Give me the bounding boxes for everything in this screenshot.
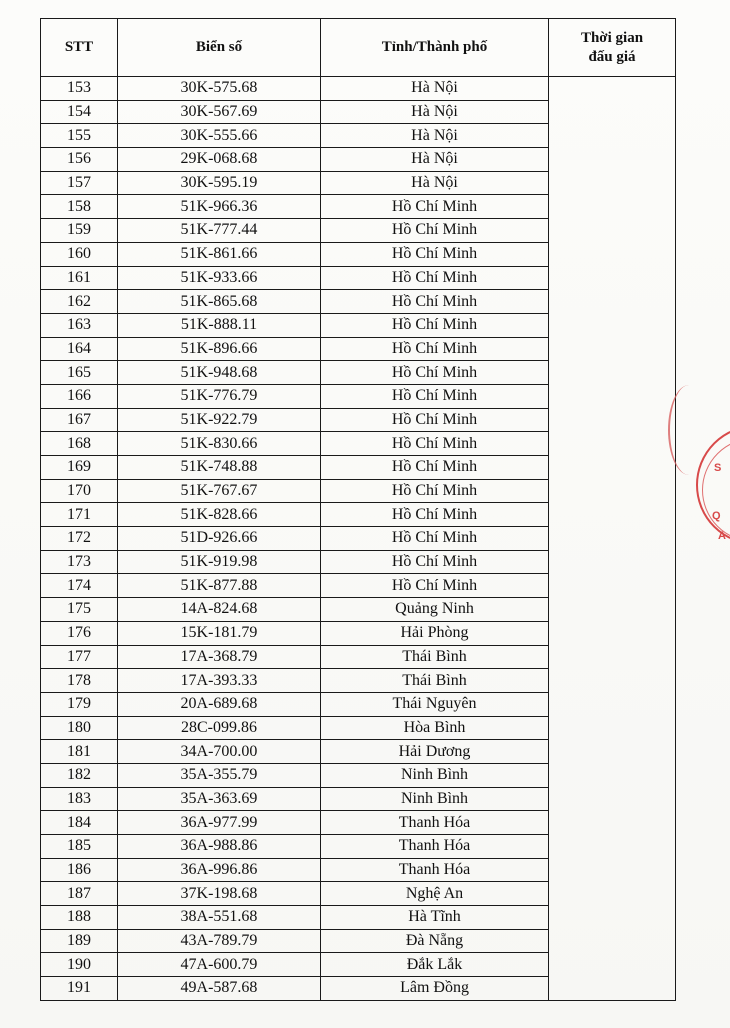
row-stt: 156 bbox=[41, 148, 118, 172]
row-province: Hồ Chí Minh bbox=[321, 290, 549, 314]
row-plate: 30K-567.69 bbox=[118, 100, 321, 124]
row-plate: 38A-551.68 bbox=[118, 906, 321, 930]
seal-letter: Q bbox=[712, 510, 721, 522]
row-stt: 171 bbox=[41, 503, 118, 527]
row-stt: 158 bbox=[41, 195, 118, 219]
row-stt: 186 bbox=[41, 858, 118, 882]
row-province: Ninh Bình bbox=[321, 787, 549, 811]
row-province: Quảng Ninh bbox=[321, 598, 549, 622]
row-stt: 172 bbox=[41, 527, 118, 551]
header-auction-time-line1: Thời gian bbox=[580, 29, 644, 46]
row-stt: 154 bbox=[41, 100, 118, 124]
row-province: Hồ Chí Minh bbox=[321, 408, 549, 432]
row-plate: 36A-988.86 bbox=[118, 835, 321, 859]
row-stt: 159 bbox=[41, 219, 118, 243]
row-plate: 51K-919.98 bbox=[118, 550, 321, 574]
row-stt: 166 bbox=[41, 384, 118, 408]
row-province: Hồ Chí Minh bbox=[321, 219, 549, 243]
row-plate: 51K-767.67 bbox=[118, 479, 321, 503]
row-stt: 191 bbox=[41, 977, 118, 1001]
seal-letter: A bbox=[718, 530, 726, 542]
row-stt: 185 bbox=[41, 835, 118, 859]
table-row bbox=[41, 77, 676, 101]
row-province: Hồ Chí Minh bbox=[321, 242, 549, 266]
row-plate: 51K-896.66 bbox=[118, 337, 321, 361]
row-province: Đắk Lắk bbox=[321, 953, 549, 977]
header-auction-time-line2: đấu giá bbox=[588, 48, 636, 65]
row-stt: 162 bbox=[41, 290, 118, 314]
row-stt: 181 bbox=[41, 740, 118, 764]
row-stt: 170 bbox=[41, 479, 118, 503]
row-province: Hồ Chí Minh bbox=[321, 313, 549, 337]
row-stt: 161 bbox=[41, 266, 118, 290]
header-province: Tỉnh/Thành phố bbox=[321, 19, 549, 77]
row-plate: 17A-368.79 bbox=[118, 645, 321, 669]
row-plate: 51K-933.66 bbox=[118, 266, 321, 290]
row-province: Hồ Chí Minh bbox=[321, 527, 549, 551]
row-plate: 43A-789.79 bbox=[118, 929, 321, 953]
row-province: Nghệ An bbox=[321, 882, 549, 906]
row-plate: 51K-922.79 bbox=[118, 408, 321, 432]
row-stt: 164 bbox=[41, 337, 118, 361]
row-plate: 51K-830.66 bbox=[118, 432, 321, 456]
row-plate: 51K-777.44 bbox=[118, 219, 321, 243]
row-province: Hồ Chí Minh bbox=[321, 266, 549, 290]
row-plate: 51D-926.66 bbox=[118, 527, 321, 551]
row-province: Hà Tĩnh bbox=[321, 906, 549, 930]
row-province: Thái Bình bbox=[321, 669, 549, 693]
row-plate: 15K-181.79 bbox=[118, 621, 321, 645]
row-stt: 153 bbox=[41, 77, 118, 101]
table-header-row bbox=[41, 19, 676, 77]
row-province: Hà Nội bbox=[321, 77, 549, 101]
row-stt: 165 bbox=[41, 361, 118, 385]
row-plate: 34A-700.00 bbox=[118, 740, 321, 764]
header-auction-time bbox=[549, 19, 676, 77]
row-plate: 28C-099.86 bbox=[118, 716, 321, 740]
row-plate: 35A-355.79 bbox=[118, 763, 321, 787]
license-plate-table bbox=[40, 18, 676, 1001]
row-plate: 30K-595.19 bbox=[118, 171, 321, 195]
row-plate: 51K-888.11 bbox=[118, 313, 321, 337]
row-stt: 190 bbox=[41, 953, 118, 977]
row-province: Hà Nội bbox=[321, 124, 549, 148]
row-stt: 187 bbox=[41, 882, 118, 906]
row-province: Hồ Chí Minh bbox=[321, 550, 549, 574]
row-stt: 160 bbox=[41, 242, 118, 266]
row-province: Hà Nội bbox=[321, 148, 549, 172]
row-province: Hồ Chí Minh bbox=[321, 432, 549, 456]
row-province: Hồ Chí Minh bbox=[321, 361, 549, 385]
row-province: Hà Nội bbox=[321, 171, 549, 195]
row-plate: 49A-587.68 bbox=[118, 977, 321, 1001]
row-plate: 47A-600.79 bbox=[118, 953, 321, 977]
auction-time-cell bbox=[549, 77, 676, 1001]
row-stt: 184 bbox=[41, 811, 118, 835]
row-province: Hồ Chí Minh bbox=[321, 574, 549, 598]
header-plate: Biển số bbox=[118, 19, 321, 77]
row-plate: 36A-977.99 bbox=[118, 811, 321, 835]
row-stt: 183 bbox=[41, 787, 118, 811]
row-province: Thanh Hóa bbox=[321, 835, 549, 859]
row-stt: 177 bbox=[41, 645, 118, 669]
row-province: Thái Bình bbox=[321, 645, 549, 669]
row-province: Thanh Hóa bbox=[321, 811, 549, 835]
row-stt: 178 bbox=[41, 669, 118, 693]
row-province: Thanh Hóa bbox=[321, 858, 549, 882]
row-province: Lâm Đồng bbox=[321, 977, 549, 1001]
row-stt: 157 bbox=[41, 171, 118, 195]
row-plate: 51K-776.79 bbox=[118, 384, 321, 408]
row-province: Hồ Chí Minh bbox=[321, 195, 549, 219]
row-plate: 29K-068.68 bbox=[118, 148, 321, 172]
row-plate: 51K-748.88 bbox=[118, 456, 321, 480]
row-plate: 51K-861.66 bbox=[118, 242, 321, 266]
row-stt: 169 bbox=[41, 456, 118, 480]
row-plate: 51K-828.66 bbox=[118, 503, 321, 527]
row-plate: 30K-575.68 bbox=[118, 77, 321, 101]
row-plate: 51K-865.68 bbox=[118, 290, 321, 314]
row-province: Đà Nẵng bbox=[321, 929, 549, 953]
row-province: Hồ Chí Minh bbox=[321, 456, 549, 480]
row-plate: 51K-877.88 bbox=[118, 574, 321, 598]
row-province: Hòa Bình bbox=[321, 716, 549, 740]
row-stt: 179 bbox=[41, 692, 118, 716]
row-plate: 37K-198.68 bbox=[118, 882, 321, 906]
header-stt: STT bbox=[41, 19, 118, 77]
row-province: Hồ Chí Minh bbox=[321, 479, 549, 503]
row-stt: 163 bbox=[41, 313, 118, 337]
row-stt: 168 bbox=[41, 432, 118, 456]
row-plate: 14A-824.68 bbox=[118, 598, 321, 622]
row-stt: 167 bbox=[41, 408, 118, 432]
row-plate: 30K-555.66 bbox=[118, 124, 321, 148]
row-province: Hồ Chí Minh bbox=[321, 503, 549, 527]
row-stt: 189 bbox=[41, 929, 118, 953]
row-plate: 20A-689.68 bbox=[118, 692, 321, 716]
seal-letter: S bbox=[714, 462, 722, 474]
row-stt: 176 bbox=[41, 621, 118, 645]
row-stt: 174 bbox=[41, 574, 118, 598]
row-plate: 36A-996.86 bbox=[118, 858, 321, 882]
row-stt: 182 bbox=[41, 763, 118, 787]
row-stt: 155 bbox=[41, 124, 118, 148]
row-province: Ninh Bình bbox=[321, 763, 549, 787]
row-stt: 173 bbox=[41, 550, 118, 574]
row-province: Hà Nội bbox=[321, 100, 549, 124]
row-province: Thái Nguyên bbox=[321, 692, 549, 716]
row-plate: 51K-966.36 bbox=[118, 195, 321, 219]
row-stt: 188 bbox=[41, 906, 118, 930]
row-province: Hồ Chí Minh bbox=[321, 337, 549, 361]
row-stt: 175 bbox=[41, 598, 118, 622]
row-plate: 35A-363.69 bbox=[118, 787, 321, 811]
row-province: Hồ Chí Minh bbox=[321, 384, 549, 408]
row-province: Hải Dương bbox=[321, 740, 549, 764]
row-stt: 180 bbox=[41, 716, 118, 740]
row-province: Hải Phòng bbox=[321, 621, 549, 645]
row-plate: 17A-393.33 bbox=[118, 669, 321, 693]
table-body bbox=[41, 77, 676, 1001]
row-plate: 51K-948.68 bbox=[118, 361, 321, 385]
